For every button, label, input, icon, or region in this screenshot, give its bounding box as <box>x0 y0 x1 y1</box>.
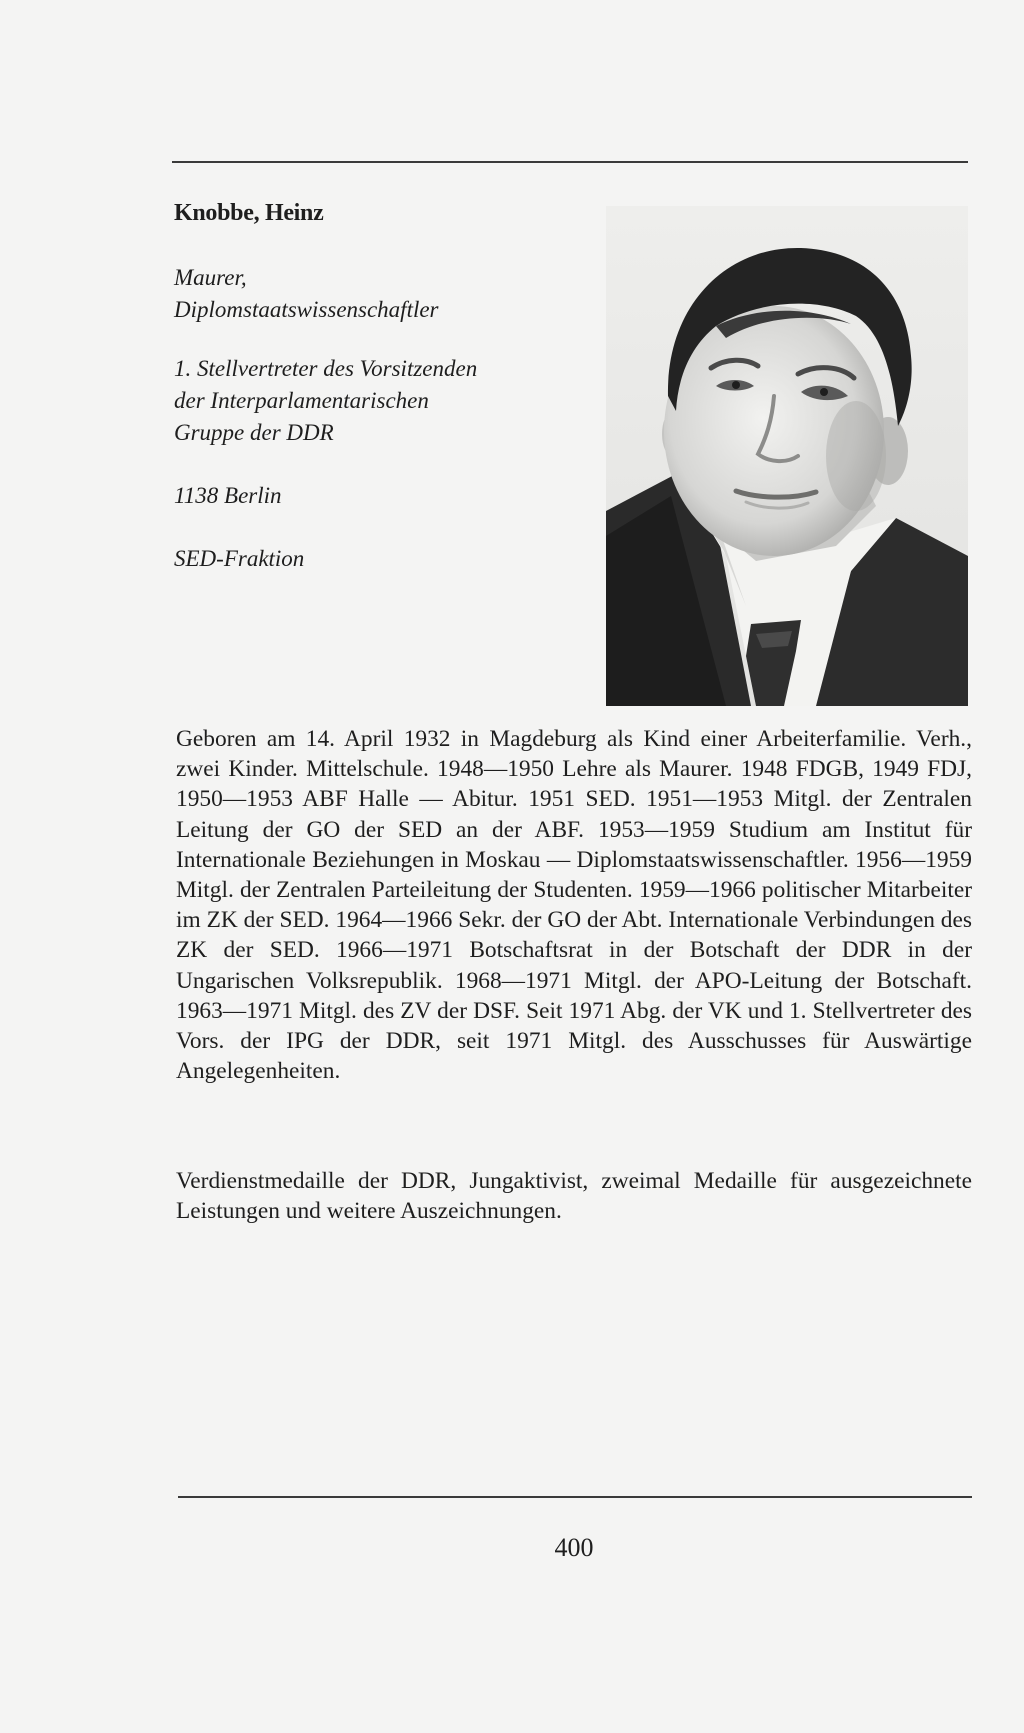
page-number: 400 <box>554 1533 594 1562</box>
faction: SED-Fraktion <box>174 546 305 571</box>
function-line: der Interparlamentarischen <box>174 388 429 413</box>
profession-line: Diplomstaatswissenschaftler <box>174 297 439 322</box>
profession <box>174 262 439 326</box>
function <box>174 353 477 449</box>
portrait-photo <box>606 206 968 706</box>
function-line: 1. Stellvertreter des Vorsitzenden <box>174 356 478 381</box>
awards: Verdienstmedaille der DDR, Jungaktivist, zweimal Medaille für ausgezeichnete Leistungen und weitere Auszeichnungen. <box>176 1168 972 1225</box>
top-rule <box>172 161 968 163</box>
function-line: Gruppe der DDR <box>174 420 334 445</box>
entry-name: Knobbe, Heinz <box>174 200 324 226</box>
biography: Geboren am 14. April 1932 in Magdeburg als Kind einer Arbeiterfamilie. Verh., zwei Kinder. Mittelschule. 1948—1950 Lehre als Maurer. 1948 FDGB, 1949 FDJ, 1950—1953 ABF Halle — Abitur. 1951 SED. 1951—1953 Mitgl. der Zentralen Leitung der GO der SED an der ABF. 1953—1959 Studium am Institut für Internationale Beziehungen in Moskau — Diplomstaatswissenschaftler. 1956—1959 Mitgl. der Zentralen Parteileitung der Studenten. 1959—1966 politischer Mitarbeiter im ZK der SED. 1964—1966 Sekr. der GO der Abt. Internationale Verbindungen des ZK der SED. 1966—1971 Botschaftsrat in der Botschaft der DDR in der Ungarischen Volksrepublik. 1968—1971 Mitgl. der APO-Leitung der Botschaft. 1963—1971 Mitgl. des ZV der DSF. Seit 1971 Abg. der VK und 1. Stellvertreter des Vors. der IPG der DDR, seit 1971 Mitgl. des Ausschusses für Auswärtige Angelegenheiten. <box>176 726 972 1085</box>
city: 1138 Berlin <box>174 483 282 508</box>
profession-line: Maurer, <box>174 265 247 290</box>
bottom-rule <box>178 1496 972 1498</box>
